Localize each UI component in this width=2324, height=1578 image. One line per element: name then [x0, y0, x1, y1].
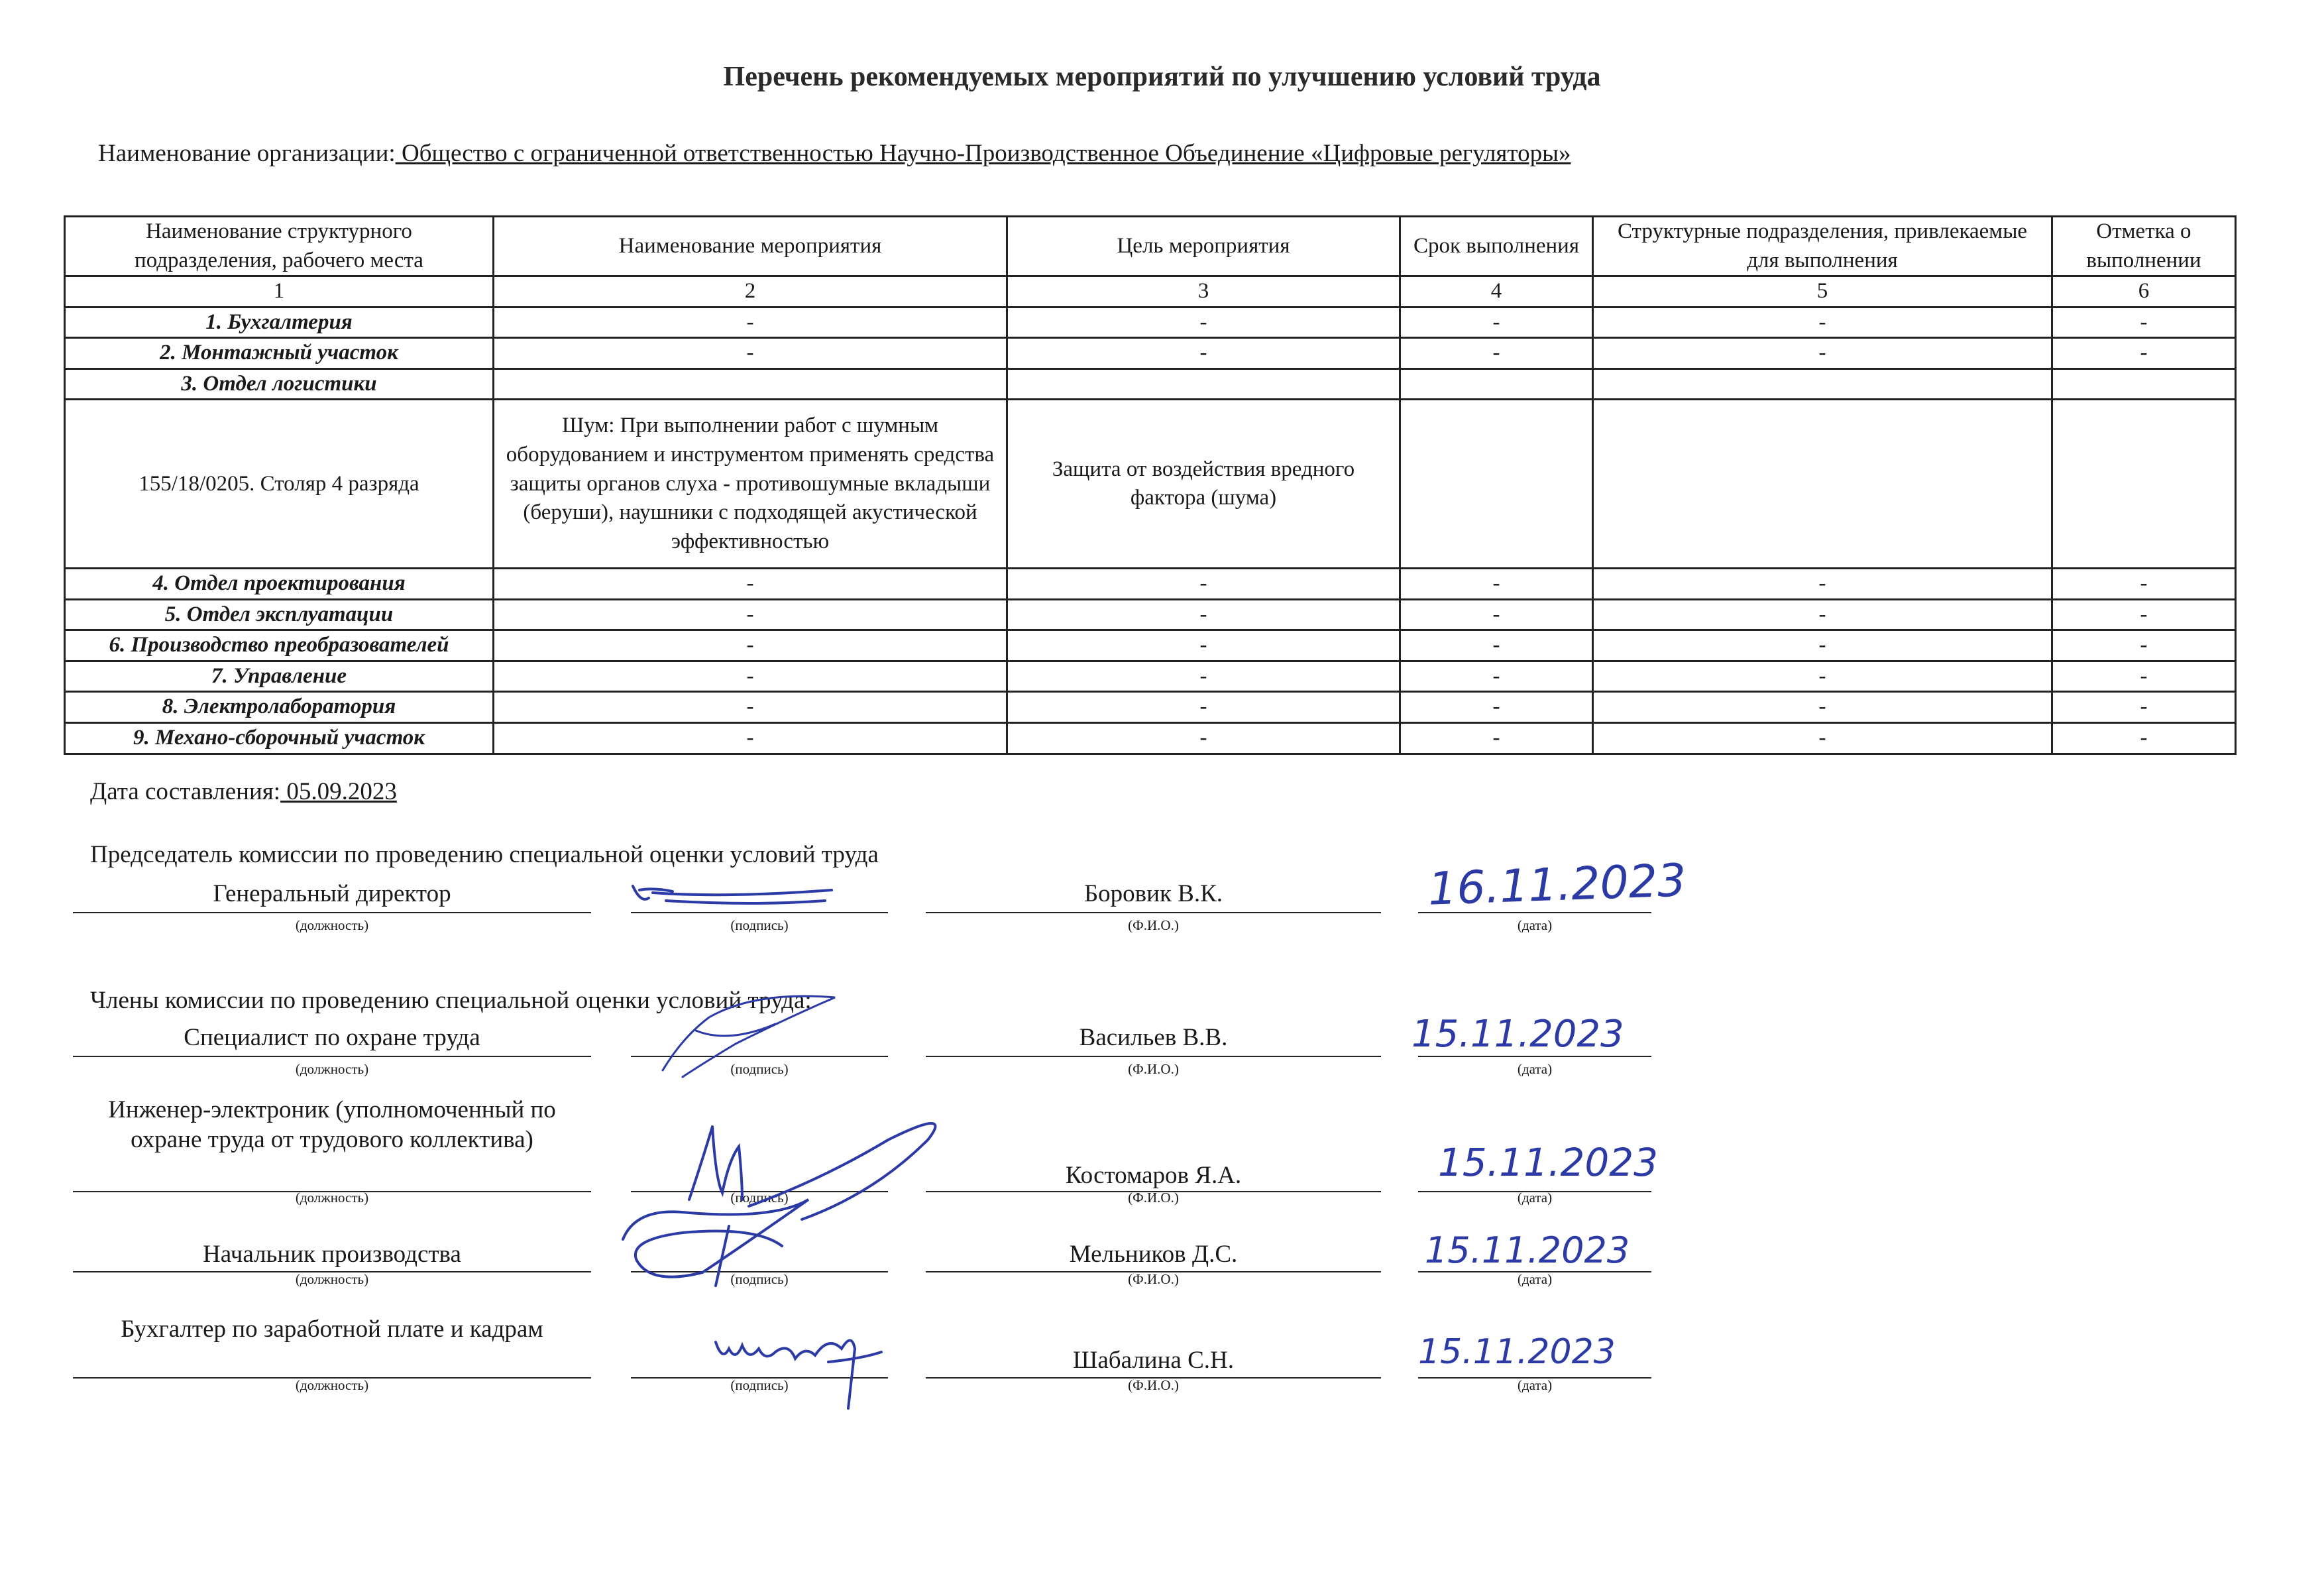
date-line — [1418, 1056, 1651, 1057]
name-caption: (Ф.И.О.) — [1128, 917, 1179, 933]
position-caption: (должность) — [295, 1061, 369, 1077]
position-line — [73, 912, 591, 913]
dash-cell: - — [494, 599, 1007, 630]
name-value: Костомаров Я.А. — [1065, 1162, 1242, 1189]
table-row — [65, 368, 2236, 400]
empty-cell — [1593, 400, 2052, 569]
empty-cell — [494, 368, 1007, 400]
dash-cell: - — [2052, 661, 2236, 692]
dash-cell: - — [1400, 338, 1593, 369]
dash-cell: - — [494, 630, 1007, 661]
name-line — [926, 912, 1381, 913]
column-number: 5 — [1593, 276, 2052, 308]
dash-cell: - — [1007, 723, 1400, 754]
dash-cell: - — [1007, 569, 1400, 600]
name-caption: (Ф.И.О.) — [1128, 1271, 1179, 1287]
position-value: Инженер-электроник (уполномоченный по охране труда от трудового коллектива) — [108, 1096, 556, 1154]
department-name: 4. Отдел проектирования — [65, 569, 494, 600]
dash-cell: - — [2052, 692, 2236, 723]
dash-cell: - — [1007, 692, 1400, 723]
position-value: Начальник производства — [203, 1241, 461, 1268]
column-number: 1 — [65, 276, 494, 308]
dash-cell: - — [1400, 307, 1593, 338]
handwritten-date: 15.11.2023 — [1411, 1013, 1624, 1056]
department-name: 3. Отдел логистики — [65, 368, 494, 400]
column-number-row — [65, 276, 2236, 308]
table-row — [65, 630, 2236, 661]
dash-cell: - — [2052, 338, 2236, 369]
dash-cell: - — [1400, 723, 1593, 754]
dash-cell: - — [1593, 338, 2052, 369]
empty-cell — [1400, 400, 1593, 569]
handwritten-date: 15.11.2023 — [1425, 1229, 1630, 1271]
name-value: Шабалина С.Н. — [1073, 1347, 1234, 1374]
table-row — [65, 338, 2236, 369]
dash-cell: - — [1400, 569, 1593, 600]
dash-cell: - — [1400, 692, 1593, 723]
dash-cell: - — [494, 692, 1007, 723]
handwritten-date: 16.11.2023 — [1427, 854, 1687, 916]
dash-cell: - — [1007, 307, 1400, 338]
date-caption: (дата) — [1517, 1271, 1553, 1287]
empty-cell — [1400, 368, 1593, 400]
dash-cell: - — [494, 338, 1007, 369]
dash-cell: - — [494, 723, 1007, 754]
organization-label: Наименование организации: — [98, 140, 396, 167]
dash-cell: - — [494, 307, 1007, 338]
table-row — [65, 400, 2236, 569]
compile-date-label: Дата составления: — [90, 778, 281, 805]
handwritten-date: 15.11.2023 — [1438, 1140, 1659, 1185]
table-row — [65, 599, 2236, 630]
date-caption: (дата) — [1517, 1377, 1553, 1393]
column-header: Отметка о выполнении — [2052, 217, 2236, 276]
dash-cell: - — [1400, 599, 1593, 630]
department-name: 7. Управление — [65, 661, 494, 692]
table-header-row — [65, 217, 2236, 276]
position-value: Бухгалтер по заработной плате и кадрам — [121, 1316, 543, 1343]
dash-cell: - — [1593, 307, 2052, 338]
date-caption: (дата) — [1517, 1061, 1553, 1077]
organization-line — [98, 139, 1571, 168]
department-name: 1. Бухгалтерия — [65, 307, 494, 338]
signature-image — [626, 872, 838, 918]
column-number: 3 — [1007, 276, 1400, 308]
column-number: 4 — [1400, 276, 1593, 308]
chairman-heading: Председатель комиссии по проведению специальной оценки условий труда — [90, 841, 879, 868]
dash-cell: - — [1593, 630, 2052, 661]
dash-cell: - — [1007, 338, 1400, 369]
department-name: 9. Механо-сборочный участок — [65, 723, 494, 754]
position-caption: (должность) — [295, 1271, 369, 1287]
name-line — [926, 1056, 1381, 1057]
position-caption: (должность) — [295, 1377, 369, 1393]
measures-table — [64, 215, 2237, 755]
dash-cell: - — [1007, 630, 1400, 661]
column-number: 2 — [494, 276, 1007, 308]
name-value: Васильев В.В. — [1079, 1024, 1228, 1051]
column-header: Срок выполнения — [1400, 217, 1593, 276]
table-row — [65, 692, 2236, 723]
empty-cell — [2052, 400, 2236, 569]
compile-date-value: 05.09.2023 — [280, 778, 397, 805]
signature-caption: (подпись) — [730, 1377, 789, 1393]
dash-cell: - — [2052, 599, 2236, 630]
dash-cell: - — [1007, 599, 1400, 630]
name-caption: (Ф.И.О.) — [1128, 1061, 1179, 1077]
date-caption: (дата) — [1517, 917, 1553, 933]
signature-caption: (подпись) — [730, 1190, 789, 1206]
signature-caption: (подпись) — [730, 1271, 789, 1287]
name-value: Мельников Д.С. — [1069, 1241, 1238, 1268]
signature-caption: (подпись) — [730, 1061, 789, 1077]
dash-cell: - — [1007, 661, 1400, 692]
table-row — [65, 569, 2236, 600]
compile-date — [90, 777, 397, 806]
dash-cell: - — [1593, 569, 2052, 600]
handwritten-date: 15.11.2023 — [1418, 1332, 1616, 1372]
position-value: Специалист по охране труда — [184, 1024, 480, 1051]
column-header: Структурные подразделения, привлекаемые для выполнения — [1593, 217, 2052, 276]
table-row — [65, 661, 2236, 692]
department-name: 2. Монтажный участок — [65, 338, 494, 369]
dash-cell: - — [494, 569, 1007, 600]
column-number: 6 — [2052, 276, 2236, 308]
document-title: Перечень рекомендуемых мероприятий по улучшению условий труда — [723, 62, 1601, 92]
organization-name: Общество с ограниченной ответственностью Научно-Производственное Объединение «Цифровые регуляторы» — [395, 140, 1571, 167]
column-header: Наименование мероприятия — [494, 217, 1007, 276]
signature-image — [656, 978, 855, 1084]
dash-cell: - — [1593, 692, 2052, 723]
column-header: Наименование структурного подразделения, рабочего места — [65, 217, 494, 276]
position-value: Генеральный директор — [213, 880, 451, 907]
position-caption: (должность) — [295, 1190, 369, 1206]
signature-image — [709, 1322, 895, 1415]
department-name: 6. Производство преобразователей — [65, 630, 494, 661]
date-caption: (дата) — [1517, 1190, 1553, 1206]
dash-cell: - — [1400, 661, 1593, 692]
empty-cell — [2052, 368, 2236, 400]
measure-text: Шум: При выполнении работ с шумным оборудованием и инструментом применять средства защиты органов слуха - противошумные вкладыши (беруши), наушники с подходящей акустической эффективностью — [494, 400, 1007, 569]
signature-image — [610, 1186, 888, 1292]
table-row — [65, 723, 2236, 754]
workplace-name: 155/18/0205. Столяр 4 разряда — [65, 400, 494, 569]
department-name: 5. Отдел эксплуатации — [65, 599, 494, 630]
empty-cell — [1007, 368, 1400, 400]
signature-caption: (подпись) — [730, 917, 789, 933]
dash-cell: - — [1593, 599, 2052, 630]
dash-cell: - — [2052, 307, 2236, 338]
dash-cell: - — [1400, 630, 1593, 661]
dash-cell: - — [1593, 723, 2052, 754]
measure-goal: Защита от воздействия вредного фактора (шума) — [1007, 400, 1400, 569]
dash-cell: - — [1593, 661, 2052, 692]
column-header: Цель мероприятия — [1007, 217, 1400, 276]
position-caption: (должность) — [295, 917, 369, 933]
dash-cell: - — [2052, 723, 2236, 754]
dash-cell: - — [2052, 630, 2236, 661]
table-row — [65, 307, 2236, 338]
name-caption: (Ф.И.О.) — [1128, 1190, 1179, 1206]
name-caption: (Ф.И.О.) — [1128, 1377, 1179, 1393]
members-heading: Члены комиссии по проведению специальной оценки условий труда: — [90, 987, 812, 1014]
dash-cell: - — [2052, 569, 2236, 600]
department-name: 8. Электролаборатория — [65, 692, 494, 723]
dash-cell: - — [494, 661, 1007, 692]
position-line — [73, 1056, 591, 1057]
name-value: Боровик В.К. — [1083, 880, 1223, 907]
empty-cell — [1593, 368, 2052, 400]
